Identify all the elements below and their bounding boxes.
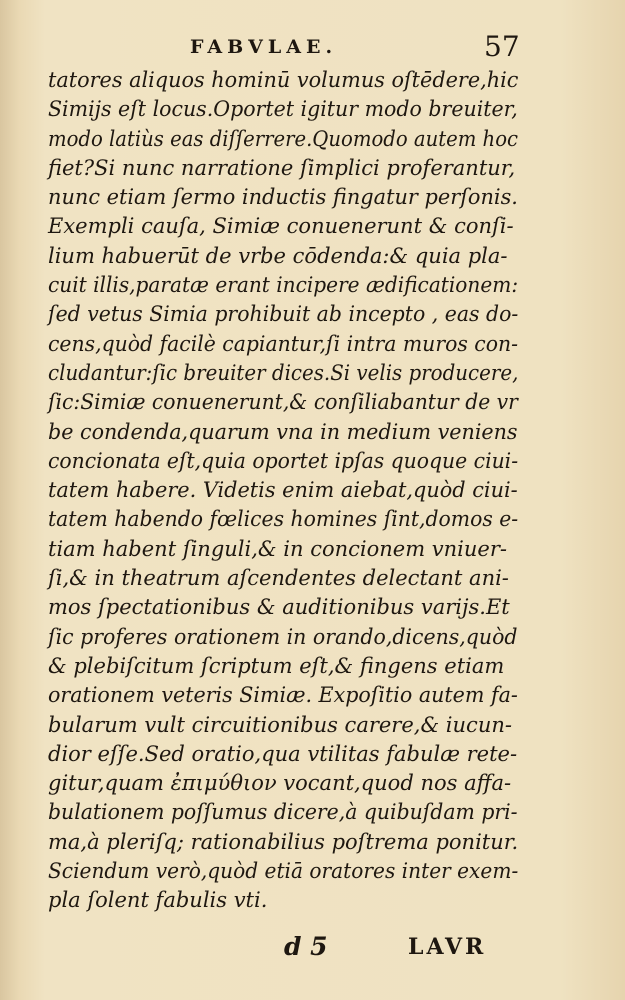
text-line: tiam habent ſinguli,& in concionem vniuer- (48, 536, 507, 561)
text-line: ma,à pleriſq; rationabilius poſtrema ponitur. (48, 829, 519, 854)
text-line: pla ſolent fabulis vti. (48, 888, 268, 913)
text-line: ſic:Simiæ conuenerunt,& conſiliabantur de vr (48, 390, 518, 415)
text-line: mos ſpectationibus & auditionibus varijs.Et (48, 595, 510, 620)
text-line: nunc etiam ſermo inductis fingatur perſonis. (48, 185, 518, 210)
running-title: FABVLAE. (190, 36, 338, 58)
text-line: tatores aliquos hominū volumus oſtēdere,hic (48, 68, 519, 92)
text-line: tatem habendo fœlices homines ſint,domos e- (48, 507, 519, 532)
text-line: & plebiſcitum ſcriptum eſt,& fingens etiam (48, 653, 505, 678)
text-line: Simijs eſt locus.Oportet igitur modo breuiter, (48, 97, 518, 122)
catchword: LAVR (408, 934, 487, 960)
text-line: bulationem poſſumus dicere,à quibuſdam pri- (48, 800, 518, 825)
signature-mark: d 5 (284, 932, 328, 961)
text-line: Exempli cauſa, Simiæ conuenerunt & conſi- (48, 214, 514, 239)
text-line: ſed vetus Simia prohibuit ab incepto , eas do- (48, 302, 519, 327)
text-line: gitur,quam ἐπιμύθιον vocant,quod nos affa- (48, 771, 512, 796)
text-line: orationem veteris Simiæ. Expoſitio autem fa- (48, 683, 518, 708)
running-head (0, 30, 625, 70)
text-line: tatem habere. Videtis enim aiebat,quòd ciui- (48, 478, 518, 503)
text-line: be condenda,quarum vna in medium veniens (48, 419, 518, 444)
text-line: lium habuerūt de vrbe cōdenda:& quia pla- (48, 243, 508, 268)
text-line: ſi,& in theatrum aſcendentes delectant ani- (48, 566, 509, 591)
text-line: cens,quòd facilè capiantur,ſi intra muros con- (48, 331, 519, 356)
text-line: concionata eſt,quia oportet ipſas quoque ciui- (48, 448, 519, 473)
page-number: 57 (484, 30, 520, 63)
text-line: bularum vult circuitionibus carere,& iucun- (48, 712, 512, 737)
text-line: modo latiùs eas diſſerrere.Quomodo autem hoc (48, 126, 518, 151)
text-line: ſic proferes orationem in orando,dicens,quòd (48, 624, 518, 649)
text-line: cludantur:ſic breuiter dices.Si velis producere, (48, 360, 519, 385)
body-text (48, 66, 518, 916)
page-footer (0, 932, 625, 972)
text-line: Sciendum verò,quòd etiā oratores inter exem- (48, 859, 519, 884)
text-line: cuit illis,paratæ erant incipere ædificationem: (48, 273, 519, 298)
text-line: dior eſſe.Sed oratio,qua vtilitas fabulæ rete- (48, 741, 518, 766)
text-line: fiet?Si nunc narratione ſimplici proferantur, (48, 155, 516, 180)
